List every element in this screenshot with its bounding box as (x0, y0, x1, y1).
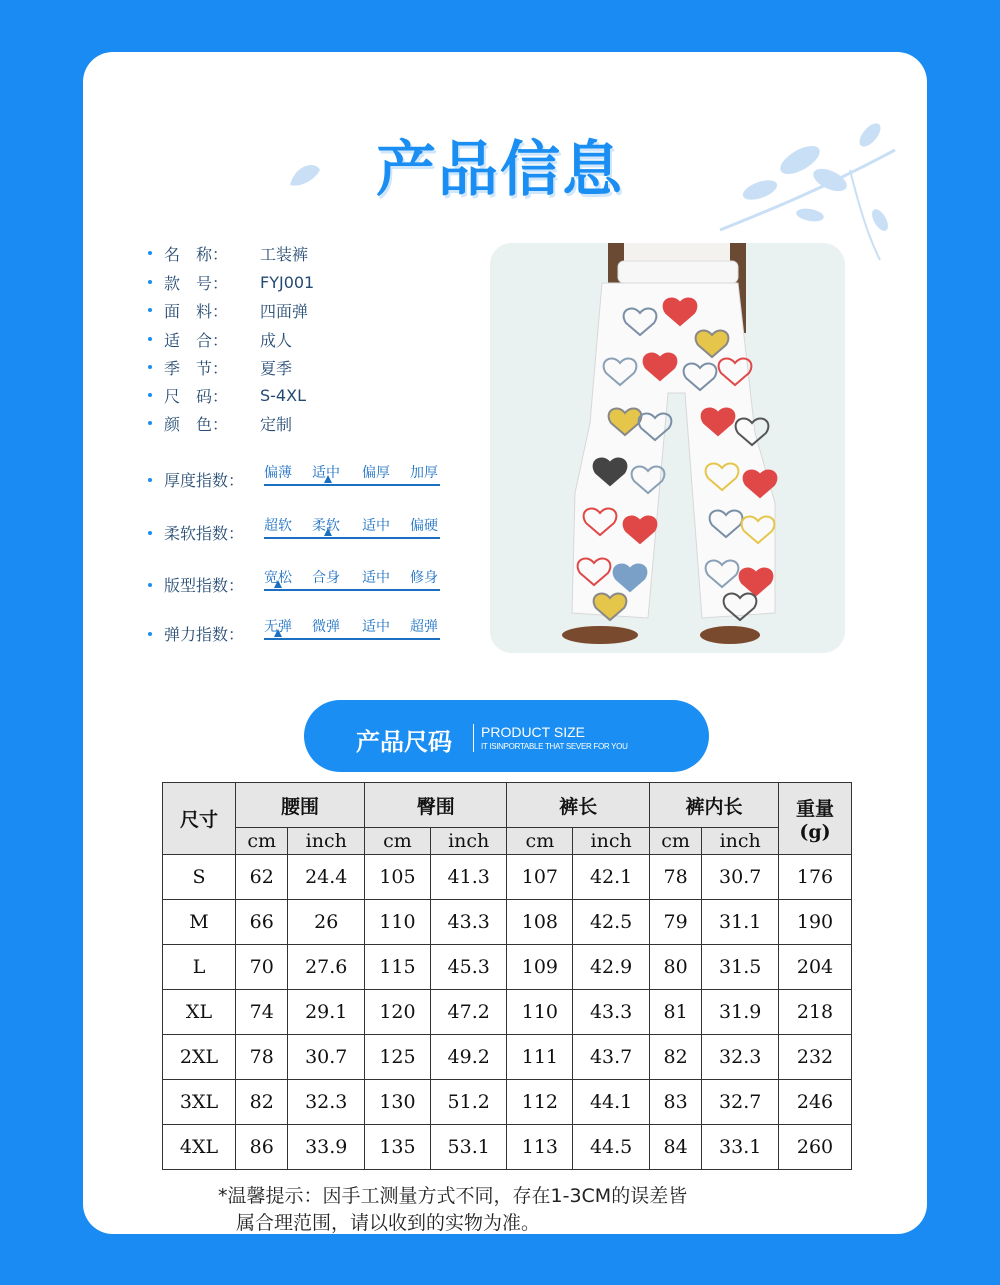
value-cell: 26 (288, 900, 365, 945)
value-cell: 53.1 (430, 1125, 507, 1170)
softness-index (148, 515, 448, 549)
index-option: 偏硬 (410, 518, 438, 534)
index-marker (324, 528, 332, 536)
value-cell: 74 (236, 990, 288, 1035)
header-group: 腰围 (236, 783, 365, 828)
size-cell: 4XL (163, 1125, 236, 1170)
bullet-dot (148, 583, 152, 587)
value-cell: 232 (779, 1035, 852, 1080)
value-cell: 79 (649, 900, 701, 945)
value-cell: 44.1 (573, 1080, 650, 1125)
value-cell: 109 (507, 945, 573, 990)
trousers-illustration (490, 243, 845, 653)
index-label-text: 厚度指数： (164, 471, 245, 490)
value-cell: 43.3 (430, 900, 507, 945)
index-label (148, 573, 244, 596)
spec-value: 工装裤 (260, 244, 309, 264)
index-option: 柔软 (312, 518, 340, 534)
value-cell: 44.5 (573, 1125, 650, 1170)
value-cell: 29.1 (288, 990, 365, 1035)
index-options (264, 515, 444, 545)
size-cell: L (163, 945, 236, 990)
value-cell: 31.5 (702, 945, 779, 990)
value-cell: 218 (779, 990, 852, 1035)
index-option: 无弹 (264, 619, 292, 635)
header-group: 臀围 (365, 783, 507, 828)
header-group: 裤内长 (649, 783, 778, 828)
value-cell: 31.1 (702, 900, 779, 945)
stretch-index (148, 616, 448, 650)
spec-row (148, 326, 292, 352)
index-options (264, 616, 444, 646)
value-cell: 62 (236, 855, 288, 900)
header-group: 裤长 (507, 783, 649, 828)
unit-cell: inch (288, 828, 365, 855)
value-cell: 113 (507, 1125, 573, 1170)
value-cell: 86 (236, 1125, 288, 1170)
value-cell: 42.5 (573, 900, 650, 945)
spec-value: 夏季 (260, 358, 293, 378)
index-option: 加厚 (410, 465, 438, 481)
value-cell: 47.2 (430, 990, 507, 1035)
spec-value: 定制 (260, 414, 293, 434)
value-cell: 111 (507, 1035, 573, 1080)
value-cell: 43.3 (573, 990, 650, 1035)
value-cell: 24.4 (288, 855, 365, 900)
spec-label: 面 料： (164, 301, 229, 321)
spec-value: FYJ001 (260, 272, 315, 292)
value-cell: 82 (236, 1080, 288, 1125)
bullet-dot (148, 531, 152, 535)
thickness-index (148, 462, 448, 496)
size-cell: XL (163, 990, 236, 1035)
index-option: 适中 (362, 570, 390, 586)
spec-value: 成人 (260, 330, 293, 350)
value-cell: 80 (649, 945, 701, 990)
spec-row (148, 354, 292, 380)
value-cell: 42.1 (573, 855, 650, 900)
value-cell: 45.3 (430, 945, 507, 990)
banner-divider (473, 724, 474, 752)
spec-row (148, 410, 292, 436)
index-marker (324, 475, 332, 483)
unit-cell: inch (430, 828, 507, 855)
unit-cell: cm (649, 828, 701, 855)
value-cell: 70 (236, 945, 288, 990)
value-cell: 120 (365, 990, 431, 1035)
index-option: 微弹 (312, 619, 340, 635)
value-cell: 105 (365, 855, 431, 900)
value-cell: 107 (507, 855, 573, 900)
index-option: 适中 (362, 518, 390, 534)
bullet-dot (148, 421, 152, 425)
value-cell: 30.7 (702, 855, 779, 900)
value-cell: 31.9 (702, 990, 779, 1035)
table-row (163, 1035, 852, 1080)
index-option: 偏厚 (362, 465, 390, 481)
index-option: 适中 (362, 619, 390, 635)
value-cell: 246 (779, 1080, 852, 1125)
banner-subtitle: IT ISINPORTABLE THAT SEVER FOR YOU (481, 742, 628, 751)
value-cell: 204 (779, 945, 852, 990)
index-option: 超软 (264, 518, 292, 534)
header-size: 尺寸 (163, 783, 236, 855)
index-scale-line (264, 484, 440, 486)
value-cell: 115 (365, 945, 431, 990)
spec-value: 四面弹 (260, 301, 309, 321)
value-cell: 130 (365, 1080, 431, 1125)
table-row (163, 990, 852, 1035)
bullet-dot (148, 308, 152, 312)
value-cell: 176 (779, 855, 852, 900)
spec-row (148, 297, 308, 323)
index-option: 合身 (312, 570, 340, 586)
header-weight-unit: (g) (799, 821, 831, 843)
value-cell: 32.7 (702, 1080, 779, 1125)
size-cell: S (163, 855, 236, 900)
value-cell: 83 (649, 1080, 701, 1125)
index-label (148, 521, 244, 544)
spec-row (148, 269, 314, 295)
table-row (163, 900, 852, 945)
value-cell: 190 (779, 900, 852, 945)
index-scale-line (264, 537, 440, 539)
value-cell: 30.7 (288, 1035, 365, 1080)
value-cell: 260 (779, 1125, 852, 1170)
unit-cell: cm (507, 828, 573, 855)
value-cell: 66 (236, 900, 288, 945)
value-cell: 32.3 (702, 1035, 779, 1080)
value-cell: 135 (365, 1125, 431, 1170)
index-scale-line (264, 638, 440, 640)
value-cell: 112 (507, 1080, 573, 1125)
spec-label: 季 节： (164, 358, 229, 378)
value-cell: 108 (507, 900, 573, 945)
size-cell: M (163, 900, 236, 945)
product-photo (490, 243, 845, 653)
bullet-dot (148, 337, 152, 341)
banner-title-en: PRODUCT SIZE (481, 724, 585, 740)
value-cell: 49.2 (430, 1035, 507, 1080)
size-table-body (163, 855, 852, 1170)
table-row (163, 855, 852, 900)
value-cell: 32.3 (288, 1080, 365, 1125)
size-banner (304, 700, 709, 772)
banner-title-cn: 产品尺码 (356, 728, 452, 756)
unit-cell: inch (702, 828, 779, 855)
value-cell: 78 (236, 1035, 288, 1080)
index-option: 修身 (410, 570, 438, 586)
bullet-dot (148, 280, 152, 284)
note-line: 属合理范围，请以收到的实物为准。 (236, 1212, 541, 1234)
spec-label: 颜 色： (164, 414, 229, 434)
value-cell: 110 (365, 900, 431, 945)
measurement-note (218, 1183, 818, 1237)
spec-label: 款 号： (164, 273, 229, 293)
table-row (163, 945, 852, 990)
value-cell: 81 (649, 990, 701, 1035)
table-row (163, 1080, 852, 1125)
index-option: 宽松 (264, 570, 292, 586)
value-cell: 42.9 (573, 945, 650, 990)
table-header-row (163, 783, 852, 828)
size-cell: 2XL (163, 1035, 236, 1080)
index-label (148, 468, 244, 491)
bullet-dot (148, 251, 152, 255)
value-cell: 33.9 (288, 1125, 365, 1170)
unit-cell: cm (365, 828, 431, 855)
spec-value: S-4XL (260, 385, 306, 405)
spec-label: 适 合： (164, 330, 229, 350)
index-marker (274, 580, 282, 588)
table-unit-row (163, 828, 852, 855)
index-options (264, 462, 444, 492)
value-cell: 82 (649, 1035, 701, 1080)
value-cell: 110 (507, 990, 573, 1035)
bullet-dot (148, 632, 152, 636)
note-line: *温馨提示：因手工测量方式不同，存在1-3CM的误差皆 (218, 1185, 688, 1207)
value-cell: 84 (649, 1125, 701, 1170)
value-cell: 43.7 (573, 1035, 650, 1080)
bullet-dot (148, 365, 152, 369)
size-cell: 3XL (163, 1080, 236, 1125)
index-label-text: 弹力指数： (164, 625, 245, 644)
bullet-dot (148, 478, 152, 482)
value-cell: 27.6 (288, 945, 365, 990)
header-weight (779, 783, 852, 855)
value-cell: 33.1 (702, 1125, 779, 1170)
value-cell: 125 (365, 1035, 431, 1080)
index-options (264, 567, 444, 597)
unit-cell: inch (573, 828, 650, 855)
index-option: 适中 (312, 465, 340, 481)
unit-cell: cm (236, 828, 288, 855)
spec-label: 尺 码： (164, 386, 229, 406)
index-scale-line (264, 589, 440, 591)
index-option: 偏薄 (264, 465, 292, 481)
fit-index (148, 567, 448, 601)
header-weight-label: 重量 (795, 798, 834, 820)
spec-row (148, 382, 306, 408)
bullet-dot (148, 393, 152, 397)
index-label-text: 版型指数： (164, 576, 245, 595)
table-row (163, 1125, 852, 1170)
page-title: 产品信息 (376, 135, 624, 205)
value-cell: 51.2 (430, 1080, 507, 1125)
spec-row (148, 240, 308, 266)
spec-label: 名 称： (164, 244, 229, 264)
value-cell: 41.3 (430, 855, 507, 900)
index-label (148, 622, 244, 645)
size-table (162, 782, 852, 1170)
index-label-text: 柔软指数： (164, 524, 245, 543)
index-marker (274, 629, 282, 637)
index-option: 超弹 (410, 619, 438, 635)
value-cell: 78 (649, 855, 701, 900)
